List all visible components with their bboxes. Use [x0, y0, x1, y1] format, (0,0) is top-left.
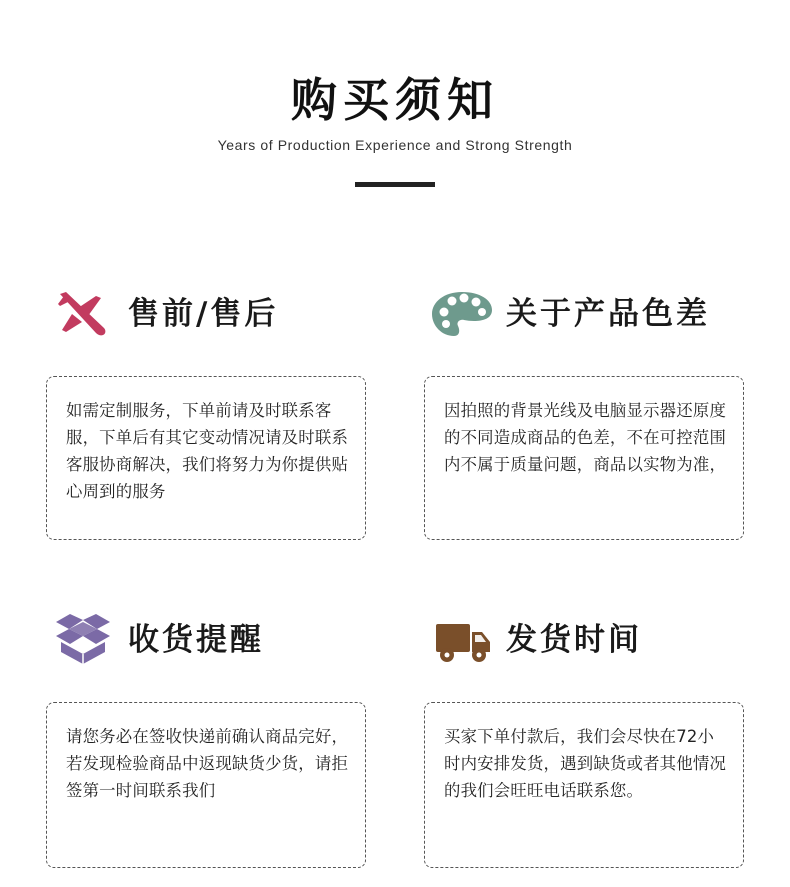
section-header	[46, 608, 370, 672]
section-title: 关于产品色差	[506, 296, 710, 332]
section-box	[424, 376, 744, 540]
section-box	[424, 702, 744, 868]
package-icon	[56, 614, 110, 666]
section-title: 售前/售后	[128, 296, 279, 332]
section-receiving-reminder	[46, 608, 370, 800]
section-body: 请您务必在签收快递前确认商品完好，若发现检验商品中返现缺货少货，请拒签第一时间联系我们	[66, 727, 349, 800]
page-subtitle: Years of Production Experience and Strong Strength	[217, 137, 573, 153]
palette-icon	[430, 288, 494, 340]
airplane-icon	[56, 288, 110, 340]
page-header	[0, 0, 790, 200]
section-title: 发货时间	[506, 622, 642, 658]
section-shipping-time	[424, 608, 748, 800]
section-title: 收货提醒	[128, 622, 264, 658]
title-underline	[355, 182, 435, 187]
truck-icon	[434, 614, 492, 666]
section-body: 如需定制服务，下单前请及时联系客服，下单后有其它变动情况请及时联系客服协商解决，我们将努力为你提供贴心周到的服务	[66, 401, 349, 501]
section-pre-after-sales	[46, 282, 370, 501]
section-header	[424, 282, 748, 346]
section-body: 因拍照的背景光线及电脑显示器还原度的不同造成商品的色差，不在可控范围内不属于质量问题，商品以实物为准，	[444, 401, 727, 474]
section-header	[46, 282, 370, 346]
section-header	[424, 608, 748, 672]
page-title: 购买须知	[291, 73, 499, 127]
section-box	[46, 702, 366, 868]
section-box	[46, 376, 366, 540]
section-color-difference	[424, 282, 748, 474]
section-body: 买家下单付款后，我们会尽快在72小时内安排发货，遇到缺货或者其他情况的我们会旺旺电话联系您。	[444, 727, 727, 800]
